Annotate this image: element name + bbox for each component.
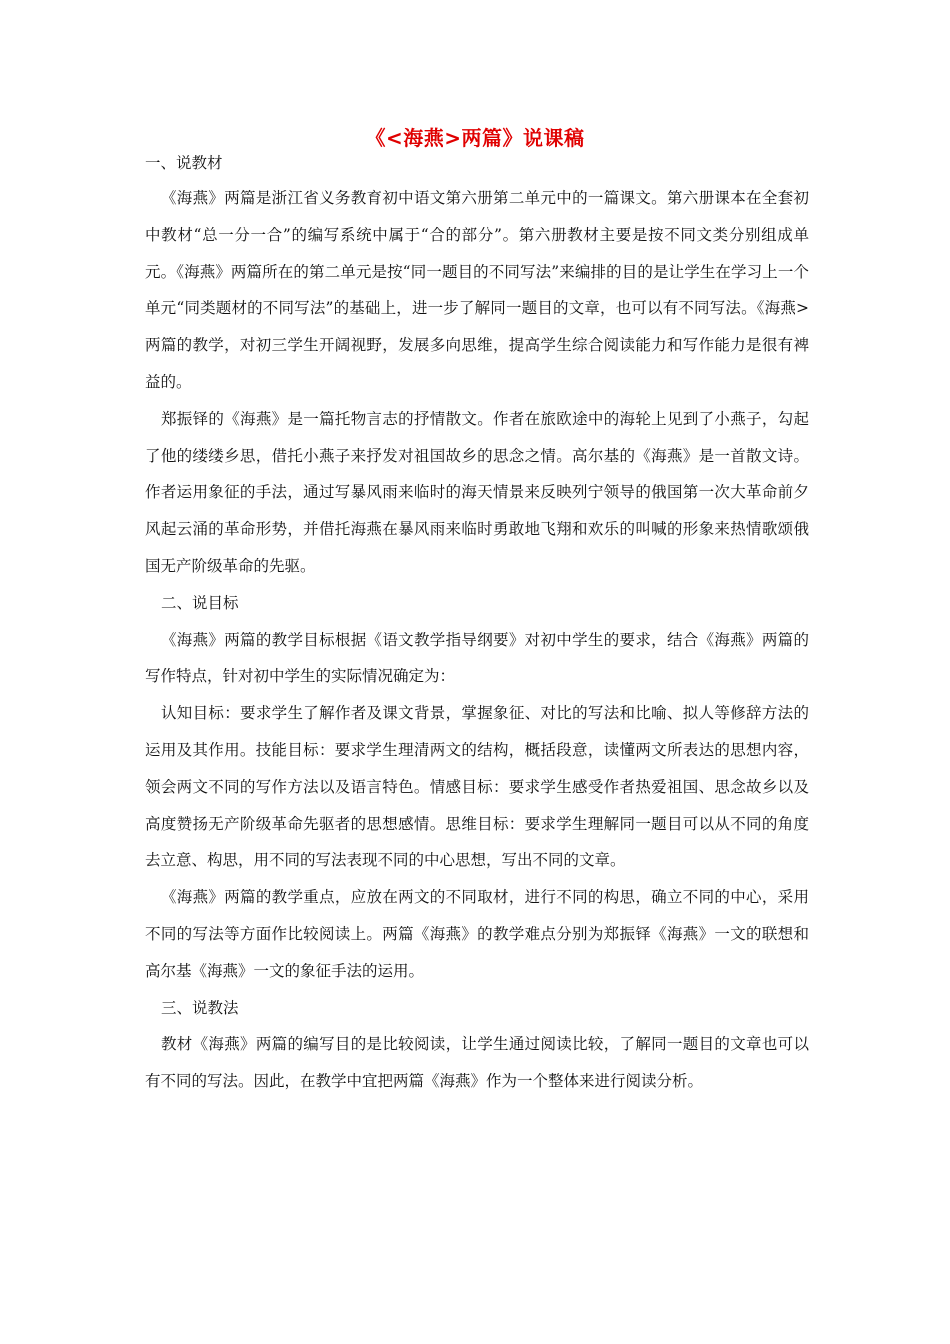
paragraph: 认知目标：要求学生了解作者及课文背景，掌握象征、对比的写法和比喻、拟人等修辞方法的运用及其作用。技能目标：要求学生理清两文的结构，概括段意，读懂两文所表达的思想内容，领会两文不同的写作方法以及语言特色。情感目标：要求学生感受作者热爱祖国、思念故乡以及高度赞扬无产阶级革命先驱者的思想感情。思维目标：要求学生理解同一题目可以从不同的角度去立意、构思，用不同的写法表现不同的中心思想，写出不同的文章。 (145, 704, 809, 870)
section-heading: 三、说教法 (161, 998, 239, 1017)
section-heading: 二、说目标 (161, 593, 239, 612)
document-body (145, 150, 809, 1100)
section-heading: 一、说教材 (145, 154, 223, 172)
paragraph: 《海燕》两篇是浙江省义务教育初中语文第六册第二单元中的一篇课文。第六册课本在全套初中教材“总一分一合”的编写系统中属于“合的部分”。第六册教材主要是按不同文类分别组成单元。《海燕》两篇所在的第二单元是按“同一题目的不同写法”来编排的目的是让学生在学习上一个单元“同类题材的不同写法”的基础上，进一步了解同一题目的文章，也可以有不同写法。《海燕>两篇的教学，对初三学生开阔视野，发展多向思维，提高学生综合阅读能力和写作能力是很有裨益的。 (145, 189, 809, 391)
paragraph: 郑振铎的《海燕》是一篇托物言志的抒情散文。作者在旅欧途中的海轮上见到了小燕子，勾起了他的缕缕乡思，借托小燕子来抒发对祖国故乡的思念之情。高尔基的《海燕》是一首散文诗。作者运用象征的手法，通过写暴风雨来临时的海天情景来反映列宁领导的俄国第一次大革命前夕风起云涌的革命形势，并借托海燕在暴风雨来临时勇敢地飞翔和欢乐的叫喊的形象来热情歌颂俄国无产阶级革命的先驱。 (145, 409, 809, 575)
paragraph: 《海燕》两篇的教学目标根据《语文教学指导纲要》对初中学生的要求，结合《海燕》两篇的写作特点，针对初中学生的实际情况确定为： (145, 630, 809, 686)
paragraph: 教材《海燕》两篇的编写目的是比较阅读，让学生通过阅读比较，了解同一题目的文章也可以有不同的写法。因此，在教学中宜把两篇《海燕》作为一个整体来进行阅读分析。 (145, 1035, 809, 1091)
document-title: 《<海燕>两篇》说课稿 (365, 126, 585, 150)
paragraph: 《海燕》两篇的教学重点，应放在两文的不同取材，进行不同的构思，确立不同的中心，采用不同的写法等方面作比较阅读上。两篇《海燕》的教学难点分别为郑振铎《海燕》一文的联想和高尔基《海燕》一文的象征手法的运用。 (145, 888, 809, 980)
